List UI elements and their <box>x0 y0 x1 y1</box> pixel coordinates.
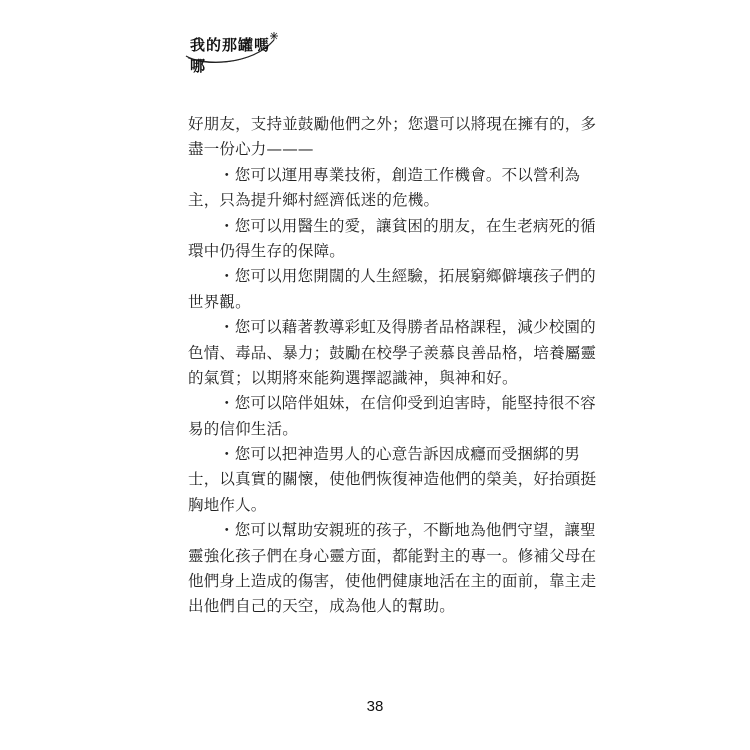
bullet-line: ・您可以陪伴姐妹，在信仰受到迫害時，能堅持很不容 <box>219 394 596 413</box>
text-line: 出他們自己的天空，成為他人的幫助。 <box>188 597 455 616</box>
page-number: 38 <box>366 698 384 715</box>
bullet-line: ・您可以把神造男人的心意告訴因成癮而受捆綁的男 <box>219 445 581 464</box>
text-line: 世界觀。 <box>188 292 251 311</box>
text-line: 靈強化孩子們在身心靈方面，都能對主的專一。修補父母在 <box>188 546 597 565</box>
bullet-line: ・您可以幫助安親班的孩子，不斷地為他們守望，讓聖 <box>219 521 596 540</box>
text-line: 士，以真實的關懷，使他們恢復神造他們的榮美，好抬頭挺 <box>188 470 597 489</box>
bullet-line: ・您可以用醫生的愛，讓貧困的朋友，在生老病死的循 <box>219 216 596 235</box>
text-line: 環中仍得生存的保障。 <box>188 241 346 260</box>
body-text <box>188 112 597 620</box>
book-title: 我的那罐嗎哪 <box>190 36 271 75</box>
text-line: 的氣質；以期將來能夠選擇認識神，與神和好。 <box>188 368 518 387</box>
text-line: 主，只為提升鄉村經濟低迷的危機。 <box>188 191 440 210</box>
bullet-line: ・您可以運用專業技術，創造工作機會。不以營利為 <box>219 165 581 184</box>
bullet-line: ・您可以藉著教導彩虹及得勝者品格課程，減少校園的 <box>219 318 596 337</box>
text-line: 胸地作人。 <box>188 495 267 514</box>
text-line: 好朋友，支持並鼓勵他們之外；您還可以將現在擁有的，多 <box>188 115 597 133</box>
text-line: 色情、毒品、暴力；鼓勵在校學子羨慕良善品格，培養屬靈 <box>188 343 597 362</box>
text-line: 易的信仰生活。 <box>188 419 298 438</box>
running-header <box>182 26 282 75</box>
bullet-line: ・您可以用您開闊的人生經驗，拓展窮鄉僻壤孩子們的 <box>219 267 596 286</box>
text-line: 他們身上造成的傷害，使他們健康地活在主的面前，靠主走 <box>188 572 597 591</box>
text-line: 盡一份心力——— <box>188 140 314 159</box>
